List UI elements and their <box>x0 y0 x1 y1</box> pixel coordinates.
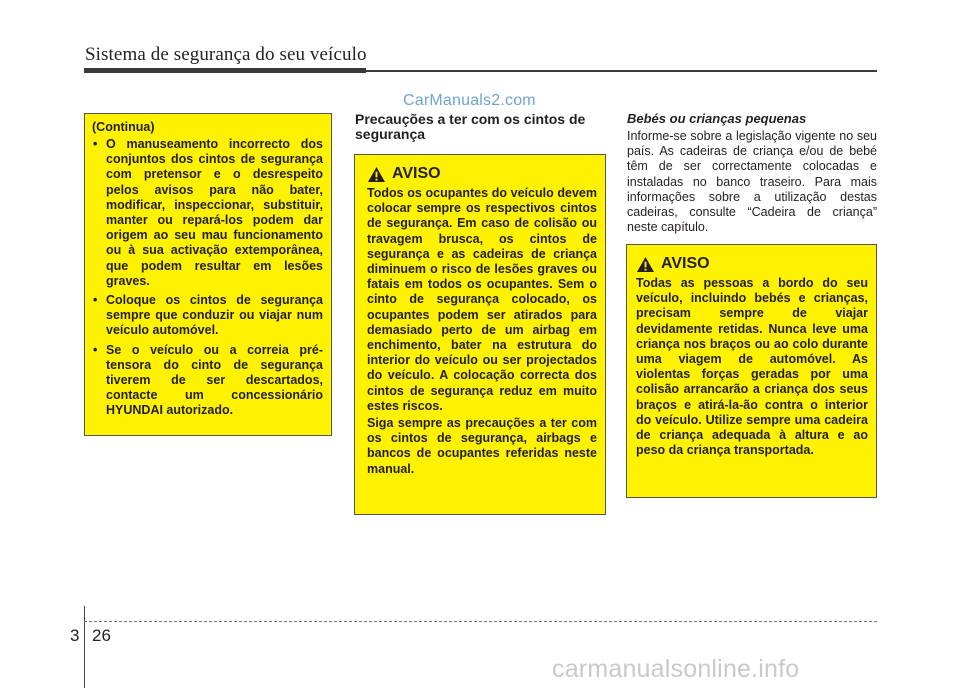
footer-vertical-rule <box>84 606 85 688</box>
subheading-babies-children: Bebés ou crianças pequenas <box>627 111 807 126</box>
footer-dashed-rule <box>84 621 877 622</box>
warning-header <box>367 165 597 183</box>
bullet-item <box>92 343 323 419</box>
warning-header <box>636 255 868 273</box>
section-heading: Precauções a ter com os cintos de segurança <box>355 111 586 142</box>
warning-paragraph: Siga sempre as precauções a ter com os cintos de segurança, airbags e bancos de ocupantes referidas neste manual. <box>367 416 597 476</box>
warning-title: AVISO <box>661 255 710 272</box>
header-rule-thin <box>366 70 877 72</box>
warning-triangle-icon <box>367 166 386 183</box>
warning-box-seatbelts <box>354 154 606 515</box>
continued-warning-box <box>84 113 332 436</box>
body-paragraph: Informe-se sobre a legislação vigente no seu país. As cadeiras de criança e/ou de bebé têm de ser correctamente colocadas e instaladas no banco traseiro. Para mais informações sobre a utilização destas cadeiras, consulte “Cadeira de criança” neste capítulo. <box>627 129 877 235</box>
continued-label: (Continua) <box>92 120 155 134</box>
bullet-text: Coloque os cintos de segurança sempre que conduzir ou viajar num veículo automóvel. <box>106 293 323 338</box>
chapter-number: 3 <box>70 626 80 645</box>
bullet-text: Se o veículo ou a correia pré-tensora do cinto de segurança tiverem de ser descartados, contacte um concessionário HYUNDAI autorizado. <box>106 342 323 418</box>
bullet-dot-icon: • <box>93 293 98 308</box>
warning-bullet-list <box>92 137 323 419</box>
header-rule-thick <box>84 68 366 73</box>
bullet-dot-icon: • <box>93 342 98 357</box>
bullet-text: O manuseamento incorrecto dos conjuntos dos cintos de segurança com pretensor e o desrespeito pelos avisos para não bater, modificar, inspeccionar, substituir, manter ou repará-los podem dar origem ao seu mau funcionamento ou à sua activação extemporânea, que podem resultar em lesões graves. <box>106 137 323 288</box>
watermark-top: CarManuals2.com <box>403 92 536 109</box>
warning-box-children <box>626 244 877 498</box>
warning-triangle-icon <box>636 256 655 273</box>
bullet-item <box>92 137 323 289</box>
page-number: 26 <box>92 626 111 645</box>
bullet-item <box>92 293 323 339</box>
warning-paragraph: Todos os ocupantes do veículo devem colocar sempre os respectivos cintos de segurança. Em caso de colisão ou travagem brusca, os cintos de segurança e as cadeiras de criança diminuem o risco de lesões graves ou fatais em todos os ocupantes. Sem o cinto de segurança colocado, os ocupantes podem ser atirados para demasiado perto de um airbag em enchimento, bater na estrutura do interior do veículo ou ser projectados do veículo. A colocação correcta dos cintos de segurança reduz em muito estes riscos. <box>367 186 597 413</box>
bullet-dot-icon: • <box>93 137 98 151</box>
warning-paragraph: Todas as pessoas a bordo do seu veículo, incluindo bebés e crianças, precisam sempre de viajar devidamente retidas. Nunca leve uma criança nos braços ou ao colo durante uma viagem de automóvel. As violentas forças geradas por uma colisão arrancarão a criança dos seus braços e atirá-la-ão contra o interior do veículo. Utilize sempre uma cadeira de criança adequada à altura e ao peso da criança transportada. <box>636 276 868 458</box>
watermark-bottom: carmanualsonline.info <box>552 655 800 683</box>
warning-title: AVISO <box>392 165 441 182</box>
page-header-title: Sistema de segurança do seu veículo <box>85 44 367 65</box>
